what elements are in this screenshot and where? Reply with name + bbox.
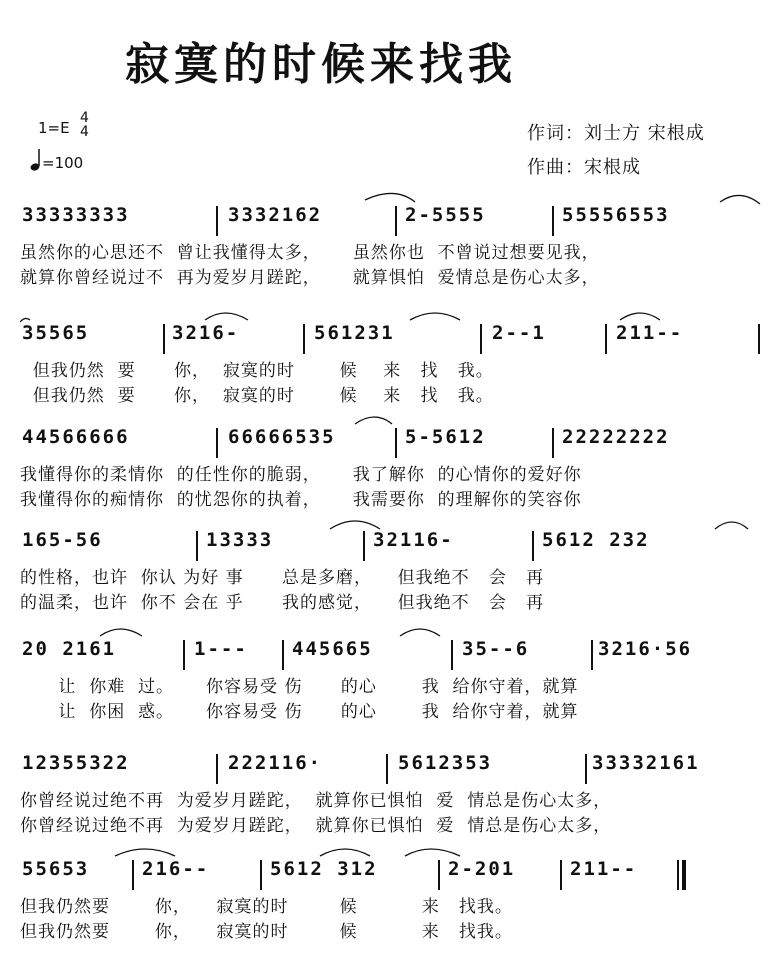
- score-line-6: [20, 740, 768, 855]
- composer-credit: 作曲：宋根成: [527, 157, 641, 178]
- measure: 561231: [314, 322, 395, 344]
- tempo-marking: [30, 148, 83, 172]
- bar-line: [591, 640, 593, 670]
- measure: 55653: [22, 858, 90, 880]
- song-title: 寂寞的时候来找我: [125, 39, 517, 90]
- bar-line: [363, 531, 365, 561]
- notes-row: [20, 200, 768, 236]
- key-signature: 1=E: [38, 119, 70, 137]
- lyric-verse-2: 就算你曾经说过不 再为爱岁月蹉跎， 就算惧怕 爱情总是伤心太多，: [20, 268, 600, 288]
- measure: 216--: [142, 858, 210, 880]
- measure: 20 2161: [22, 638, 117, 660]
- score-line-4: [20, 517, 768, 632]
- bar-line: [552, 206, 554, 236]
- lyric-verse-1: 的性格，也许 你认 为好 事 总是多磨， 但我绝不 会 再: [20, 568, 545, 588]
- final-bar-thick: [682, 860, 686, 890]
- measure: 165-56: [22, 529, 103, 551]
- measure: 35565: [22, 322, 90, 344]
- half-note-icon: [30, 148, 42, 170]
- lyric-verse-1: 让 你难 过。 你容易受 伤 的心 我 给你守着，就算: [20, 677, 579, 697]
- measure: 2-201: [448, 858, 516, 880]
- measure: 55556553: [562, 204, 670, 226]
- score-line-1: [20, 192, 768, 307]
- bar-line: [216, 754, 218, 784]
- measure: 5612 232: [542, 529, 650, 551]
- tempo-value: =100: [42, 154, 84, 172]
- score-line-3: [20, 414, 768, 529]
- lyric-verse-1: 但我仍然要 你， 寂寞的时 候 来 找我。: [20, 897, 513, 917]
- measure: 222116·: [228, 752, 323, 774]
- measure: 13333: [206, 529, 274, 551]
- bar-line: [183, 640, 185, 670]
- bar-line: [451, 640, 453, 670]
- lyric-verse-1: 虽然你的心思还不 曾让我懂得太多， 虽然你也 不曾说过想要见我，: [20, 243, 600, 263]
- lyric-verse-2: 的温柔，也许 你不 会在 乎 我的感觉， 但我绝不 会 再: [20, 593, 545, 613]
- measure: 1---: [194, 638, 248, 660]
- bar-line: [758, 324, 760, 354]
- time-signature: [80, 111, 89, 139]
- measure: 2--1: [492, 322, 546, 344]
- measure: 211--: [570, 858, 638, 880]
- notes-row: [20, 748, 768, 784]
- score-line-5: [20, 626, 768, 741]
- bar-line: [605, 324, 607, 354]
- bar-line: [132, 860, 134, 890]
- time-denominator: 4: [80, 124, 89, 140]
- bar-line: [260, 860, 262, 890]
- measure: 5612 312: [270, 858, 378, 880]
- measure: 2-5555: [405, 204, 486, 226]
- measure: 12355322: [22, 752, 130, 774]
- bar-line: [303, 324, 305, 354]
- measure: 5612353: [398, 752, 493, 774]
- bar-line: [480, 324, 482, 354]
- bar-line: [560, 860, 562, 890]
- bar-line: [386, 754, 388, 784]
- bar-line: [552, 428, 554, 458]
- measure: 35--6: [462, 638, 530, 660]
- lyric-verse-2: 你曾经说过绝不再 为爱岁月蹉跎， 就算你已惧怕 爱 情总是伤心太多，: [20, 816, 612, 836]
- notes-row: [20, 318, 768, 354]
- lyric-verse-1: 但我仍然 要 你， 寂寞的时 候 来 找 我。: [20, 361, 494, 381]
- measure: 211--: [616, 322, 684, 344]
- bar-line: [163, 324, 165, 354]
- notes-row: [20, 422, 768, 458]
- bar-line: [532, 531, 534, 561]
- score-line-2: [20, 310, 768, 425]
- lyric-verse-2: 我懂得你的痴情你 的忧怨你的执着， 我需要你 的理解你的笑容你: [20, 490, 582, 510]
- notes-row: [20, 854, 768, 890]
- bar-line: [216, 428, 218, 458]
- measure: 33332161: [592, 752, 700, 774]
- lyric-verse-1: 你曾经说过绝不再 为爱岁月蹉跎， 就算你已惧怕 爱 情总是伤心太多，: [20, 791, 612, 811]
- lyricist-credit: 作词：刘士方 宋根成: [527, 123, 705, 144]
- lyric-verse-2: 让 你困 惑。 你容易受 伤 的心 我 给你守着，就算: [20, 702, 579, 722]
- bar-line: [216, 206, 218, 236]
- measure: 445665: [292, 638, 373, 660]
- bar-line: [438, 860, 440, 890]
- measure: 66666535: [228, 426, 336, 448]
- measure: 22222222: [562, 426, 670, 448]
- measure: 3332162: [228, 204, 323, 226]
- time-numerator: 4: [80, 110, 89, 126]
- measure: 5-5612: [405, 426, 486, 448]
- bar-line: [282, 640, 284, 670]
- lyric-verse-2: 但我仍然要 你， 寂寞的时 候 来 找我。: [20, 922, 513, 942]
- measure: 33333333: [22, 204, 130, 226]
- measure: 32116-: [373, 529, 454, 551]
- lyric-verse-2: 但我仍然 要 你， 寂寞的时 候 来 找 我。: [20, 386, 494, 406]
- notes-row: [20, 525, 768, 561]
- score-line-7: [20, 846, 768, 961]
- bar-line: [196, 531, 198, 561]
- bar-line: [585, 754, 587, 784]
- measure: 3216·56: [598, 638, 693, 660]
- lyric-verse-1: 我懂得你的柔情你 的任性你的脆弱， 我了解你 的心情你的爱好你: [20, 465, 582, 485]
- bar-line: [395, 428, 397, 458]
- bar-line: [395, 206, 397, 236]
- notes-row: [20, 634, 768, 670]
- final-bar-thin: [677, 860, 679, 890]
- measure: 44566666: [22, 426, 130, 448]
- measure: 3216-: [172, 322, 240, 344]
